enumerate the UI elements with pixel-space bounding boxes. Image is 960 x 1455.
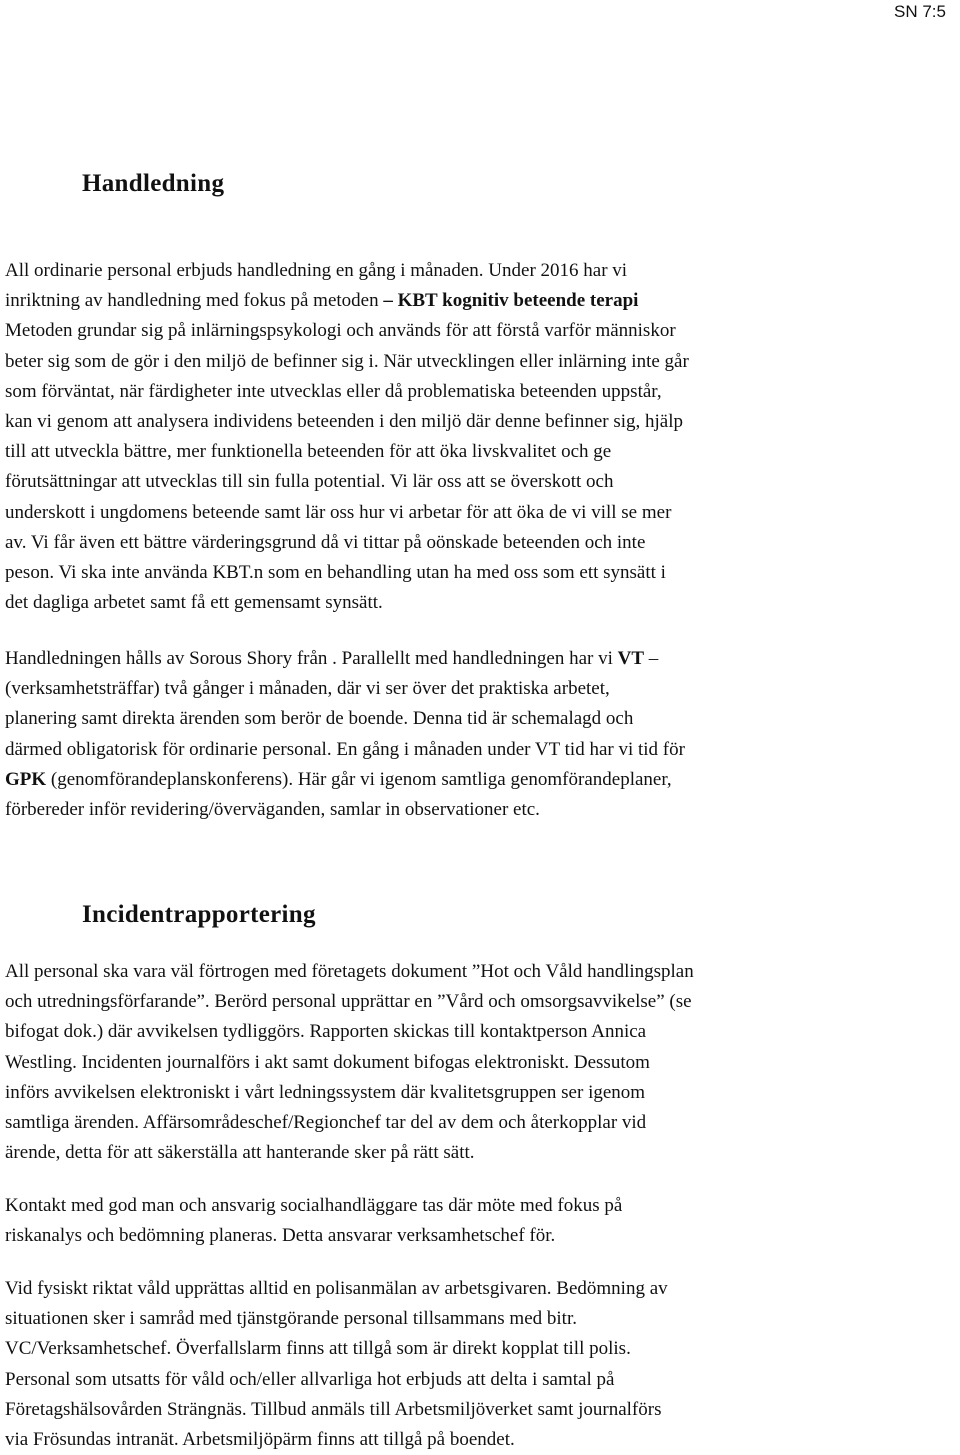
bold-term: VT — [617, 648, 645, 669]
text-line: Kontakt med god man och ansvarig socialhandläggare tas där möte med fokus på — [5, 1195, 623, 1216]
text-line: kan vi genom att analysera individens beteenden i den miljö där denne befinner sig, hjälp — [5, 411, 683, 433]
text-line: förutsättningar att utvecklas till sin fulla potential. Vi lär oss att se överskott och — [5, 471, 614, 493]
text-line: som förväntat, när färdigheter inte utvecklas eller då problematiska beteenden uppstår, — [5, 380, 662, 402]
page-number: SN 7:5 — [894, 2, 946, 21]
text-line: bifogat dok.) där avvikelsen tydliggörs. Rapporten skickas till kontaktperson Annica — [5, 1021, 647, 1043]
text-line: det dagliga arbetet samt få ett gemensamt synsätt. — [5, 592, 383, 614]
text-line: Handledningen hålls av Sorous Shory från . Parallellt med handledningen har vi VT – — [5, 648, 659, 669]
text-line: peson. Vi ska inte använda KBT.n som en behandling utan ha med oss som ett synsätt i — [5, 562, 666, 584]
text-line: samtliga ärenden. Affärsområdeschef/Regionchef tar del av dem och återkopplar vid — [5, 1112, 647, 1134]
text-line: införs avvikelsen elektroniskt i vårt ledningssystem där kvalitetsgruppen ser igenom — [5, 1081, 646, 1103]
text-line: därmed obligatorisk för ordinarie personal. En gång i månaden under VT tid har vi tid för — [5, 738, 685, 760]
text-line: Westling. Incidenten journalförs i akt samt dokument bifogas elektroniskt. Dessutom — [5, 1051, 650, 1073]
text-line: inriktning av handledning med fokus på metoden – KBT kognitiv beteende terapi — [5, 290, 639, 312]
bold-term: – KBT kognitiv beteende terapi — [383, 290, 639, 312]
text-line: All personal ska vara väl förtrogen med företagets dokument ”Hot och Våld handlingsplan — [5, 961, 694, 982]
paragraph-handledning-vt — [5, 644, 940, 825]
text-line: Vid fysiskt riktat våld upprättas alltid en polisanmälan av arbetsgivaren. Bedömning av — [5, 1278, 668, 1299]
text-line: av. Vi får även ett bättre värderingsgrund då vi tittar på oönskade beteenden och inte — [5, 531, 646, 553]
section-heading-handledning: Handledning — [82, 170, 225, 197]
text-line: (verksamhetsträffar) två gånger i månaden, där vi ser över det praktiska arbetet, — [5, 678, 610, 700]
text-line: underskott i ungdomens beteende samt lär oss hur vi arbetar för att öka de vi vill se mer — [5, 501, 672, 523]
text-line: beter sig som de gör i den miljö de befinner sig i. När utvecklingen eller inlärning inte går — [5, 350, 689, 372]
paragraph-incident-rutin — [5, 957, 940, 1168]
text-line: ärende, detta för att säkerställa att hanterande sker på rätt sätt. — [5, 1142, 475, 1164]
text-line: situationen sker i samråd med tjänstgörande personal tillsammans med bitr. — [5, 1308, 577, 1330]
text-line: Företagshälsovården Strängnäs. Tillbud anmäls till Arbetsmiljöverket samt journalförs — [5, 1398, 662, 1420]
paragraph-god-man-kontakt — [5, 1191, 940, 1251]
text-line: riskanalys och bedömning planeras. Detta ansvarar verksamhetschef för. — [5, 1225, 556, 1247]
text-line: GPK (genomförandeplanskonferens). Här går vi igenom samtliga genomförandeplaner, — [5, 768, 672, 790]
text-line: Metoden grundar sig på inlärningspsykologi och används för att förstå varför människor — [5, 320, 676, 342]
text-line: förbereder inför revidering/överväganden, samlar in observationer etc. — [5, 799, 540, 821]
text-line: All ordinarie personal erbjuds handledning en gång i månaden. Under 2016 har vi — [5, 260, 628, 281]
text-line: till att utveckla bättre, mer funktionella beteenden för att öka livskvalitet och ge — [5, 441, 612, 463]
text-line: Personal som utsatts för våld och/eller allvarliga hot erbjuds att delta i samtal på — [5, 1368, 615, 1390]
text-line: via Frösundas intranät. Arbetsmiljöpärm finns att tillgå på boendet. — [5, 1429, 515, 1451]
text-line: VC/Verksamhetschef. Överfallslarm finns att tillgå som är direkt kopplat till polis. — [5, 1338, 631, 1360]
paragraph-fysiskt-vald — [5, 1274, 940, 1455]
section-heading-incidentrapportering: Incidentrapportering — [82, 901, 316, 928]
text-line: och utredningsförfarande”. Berörd personal upprättar en ”Vård och omsorgsavvikelse” (se — [5, 991, 692, 1013]
bold-term: GPK — [5, 768, 47, 790]
text-line: planering samt direkta ärenden som berör de boende. Denna tid är schemalagd och — [5, 708, 634, 730]
paragraph-handledning-intro — [5, 256, 940, 618]
